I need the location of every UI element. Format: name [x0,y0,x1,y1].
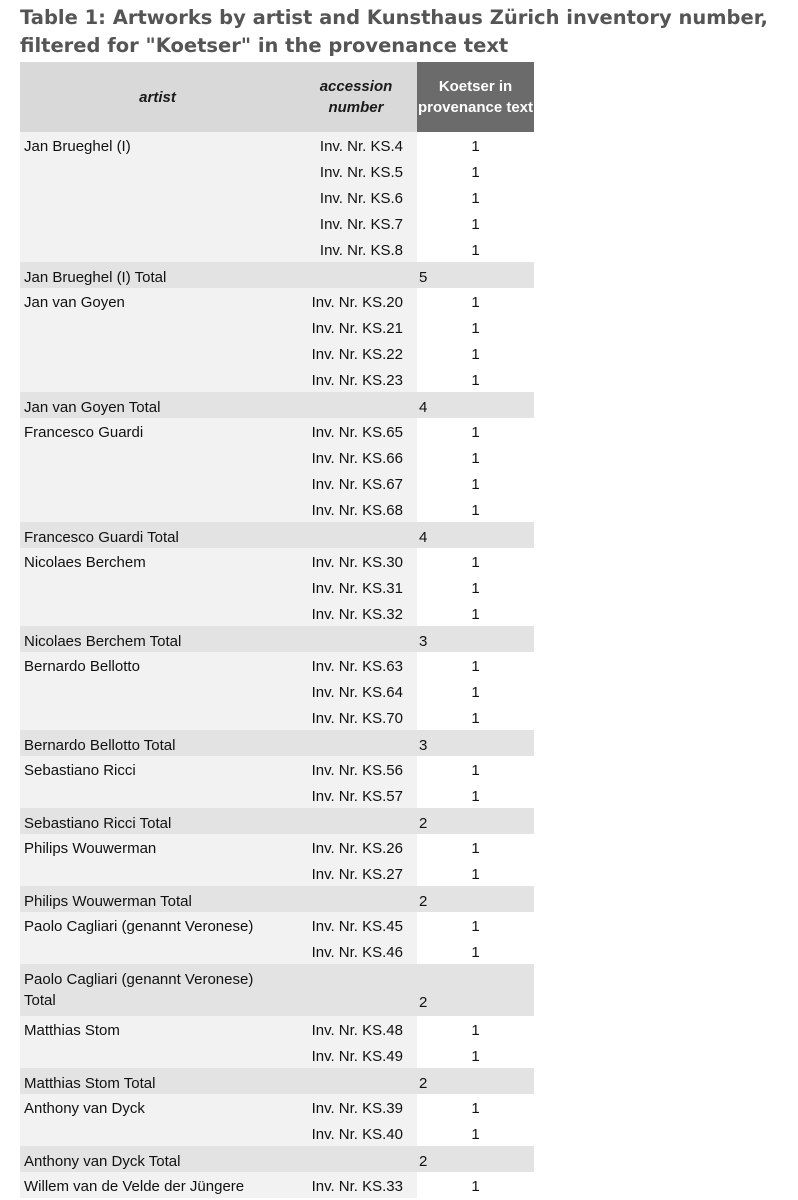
koetser-count-cell: 1 [417,470,534,496]
artist-total-row [20,522,534,548]
accession-number-cell: Inv. Nr. KS.66 [295,444,417,470]
artist-cell: Philips Wouwerman [20,834,295,886]
table-caption: Table 1: Artworks by artist and Kunsthaus Zürich inventory number, filtered for "Koetser" in the provenance text [20,6,768,57]
artist-total-row [20,262,534,288]
accession-number-cell: Inv. Nr. KS.22 [295,340,417,366]
accession-number-cell: Inv. Nr. KS.31 [295,574,417,600]
koetser-count-cell: 1 [417,1094,534,1120]
accession-number-cell: Inv. Nr. KS.48 [295,1016,417,1042]
accession-number-cell: Inv. Nr. KS.68 [295,496,417,522]
table-row [20,132,534,158]
koetser-count-cell: 1 [417,184,534,210]
artist-total-label: Philips Wouwerman Total [20,886,417,912]
artist-total-label: Francesco Guardi Total [20,522,417,548]
artist-total-value: 3 [417,626,534,652]
artist-total-row [20,808,534,834]
column-header-koetser: Koetser in provenance text [417,62,534,132]
koetser-count-cell: 1 [417,366,534,392]
accession-number-cell: Inv. Nr. KS.56 [295,756,417,782]
table-row [20,548,534,574]
artist-total-label: Nicolaes Berchem Total [20,626,417,652]
koetser-count-cell: 1 [417,236,534,262]
artist-cell: Nicolaes Berchem [20,548,295,626]
artist-total-label: Matthias Stom Total [20,1068,417,1094]
table-row [20,1094,534,1120]
koetser-count-cell: 1 [417,652,534,678]
koetser-count-cell: 1 [417,418,534,444]
artist-total-value: 3 [417,730,534,756]
artist-total-value: 2 [417,1146,534,1172]
accession-number-cell: Inv. Nr. KS.65 [295,418,417,444]
koetser-count-cell: 1 [417,340,534,366]
artist-cell: Willem van de Velde der Jüngere [20,1172,295,1198]
koetser-count-cell: 1 [417,210,534,236]
koetser-count-cell: 1 [417,782,534,808]
koetser-count-cell: 1 [417,704,534,730]
artist-total-value: 4 [417,522,534,548]
artist-total-value: 5 [417,262,534,288]
artist-cell: Sebastiano Ricci [20,756,295,808]
accession-number-cell: Inv. Nr. KS.20 [295,288,417,314]
artist-total-row [20,626,534,652]
artworks-table [20,62,534,1198]
artist-total-row [20,392,534,418]
artist-total-label: Jan van Goyen Total [20,392,417,418]
accession-number-cell: Inv. Nr. KS.6 [295,184,417,210]
koetser-count-cell: 1 [417,132,534,158]
koetser-count-cell: 1 [417,1120,534,1146]
koetser-count-cell: 1 [417,834,534,860]
artist-total-label: Bernardo Bellotto Total [20,730,417,756]
table-row [20,1172,534,1198]
artist-cell: Jan van Goyen [20,288,295,392]
koetser-count-cell: 1 [417,548,534,574]
table-row [20,1016,534,1042]
artist-total-value: 2 [417,964,534,1016]
koetser-count-cell: 1 [417,938,534,964]
accession-number-cell: Inv. Nr. KS.23 [295,366,417,392]
artist-cell: Jan Brueghel (I) [20,132,295,262]
artist-cell: Matthias Stom [20,1016,295,1068]
accession-number-cell: Inv. Nr. KS.64 [295,678,417,704]
artist-total-row [20,886,534,912]
koetser-count-cell: 1 [417,912,534,938]
koetser-count-cell: 1 [417,860,534,886]
accession-number-cell: Inv. Nr. KS.49 [295,1042,417,1068]
accession-number-cell: Inv. Nr. KS.33 [295,1172,417,1198]
artist-total-value: 4 [417,392,534,418]
artist-total-label: Paolo Cagliari (genannt Veronese) Total [20,964,417,1016]
accession-number-cell: Inv. Nr. KS.32 [295,600,417,626]
koetser-count-cell: 1 [417,1016,534,1042]
koetser-count-cell: 1 [417,288,534,314]
accession-number-cell: Inv. Nr. KS.67 [295,470,417,496]
accession-number-cell: Inv. Nr. KS.40 [295,1120,417,1146]
koetser-count-cell: 1 [417,314,534,340]
accession-number-cell: Inv. Nr. KS.5 [295,158,417,184]
koetser-count-cell: 1 [417,158,534,184]
accession-number-cell: Inv. Nr. KS.63 [295,652,417,678]
artist-total-label: Anthony van Dyck Total [20,1146,417,1172]
artist-cell: Bernardo Bellotto [20,652,295,730]
koetser-count-cell: 1 [417,574,534,600]
artist-total-row [20,1146,534,1172]
table-row [20,834,534,860]
artist-total-row [20,1068,534,1094]
artist-total-value: 2 [417,1068,534,1094]
accession-number-cell: Inv. Nr. KS.8 [295,236,417,262]
accession-number-cell: Inv. Nr. KS.7 [295,210,417,236]
koetser-count-cell: 1 [417,496,534,522]
accession-number-cell: Inv. Nr. KS.57 [295,782,417,808]
koetser-count-cell: 1 [417,444,534,470]
artist-cell: Paolo Cagliari (genannt Veronese) [20,912,295,964]
accession-number-cell: Inv. Nr. KS.27 [295,860,417,886]
accession-number-cell: Inv. Nr. KS.4 [295,132,417,158]
artist-total-label: Sebastiano Ricci Total [20,808,417,834]
table-row [20,912,534,938]
accession-number-cell: Inv. Nr. KS.46 [295,938,417,964]
artist-total-label: Jan Brueghel (I) Total [20,262,417,288]
accession-number-cell: Inv. Nr. KS.30 [295,548,417,574]
artist-total-value: 2 [417,886,534,912]
artist-cell: Francesco Guardi [20,418,295,522]
artist-cell: Anthony van Dyck [20,1094,295,1146]
koetser-count-cell: 1 [417,1172,534,1198]
accession-number-cell: Inv. Nr. KS.39 [295,1094,417,1120]
koetser-count-cell: 1 [417,1042,534,1068]
artist-total-value: 2 [417,808,534,834]
accession-number-cell: Inv. Nr. KS.70 [295,704,417,730]
koetser-count-cell: 1 [417,678,534,704]
artist-total-row [20,964,534,1016]
table-row [20,756,534,782]
koetser-count-cell: 1 [417,756,534,782]
table-row [20,652,534,678]
accession-number-cell: Inv. Nr. KS.21 [295,314,417,340]
column-header-artist: artist [20,62,295,132]
table-row [20,418,534,444]
header-row [20,62,534,132]
koetser-count-cell: 1 [417,600,534,626]
column-header-accession-number: accession number [295,62,417,132]
table-row [20,288,534,314]
accession-number-cell: Inv. Nr. KS.26 [295,834,417,860]
artist-total-row [20,730,534,756]
accession-number-cell: Inv. Nr. KS.45 [295,912,417,938]
table-body [20,132,534,1198]
